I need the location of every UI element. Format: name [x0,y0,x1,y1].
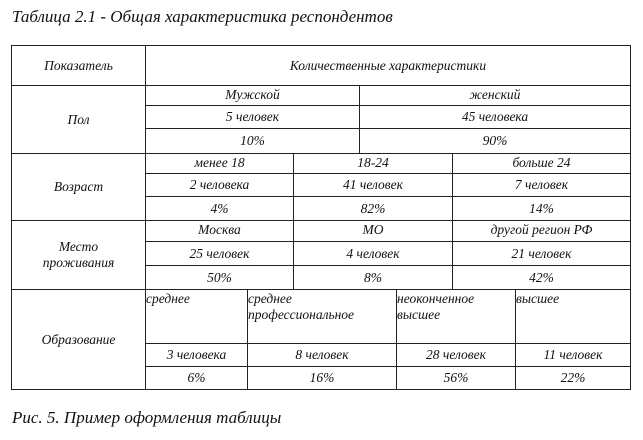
residence-label-line1: Место [58,239,99,254]
age-category: больше 24 [453,154,630,174]
gender-female-percent: 90% [360,129,630,154]
age-label: Возраст [12,154,146,221]
residence-label-line2: проживания [42,255,115,270]
gender-female-count: 45 человека [360,106,630,129]
header-characteristics: Количественные характеристики [146,46,630,86]
education-category-line1: высшее [516,291,560,306]
figure-caption: Рис. 5. Пример оформления таблицы [12,408,282,427]
education-percent: 22% [560,370,586,385]
residence-count: 4 человек [294,242,453,266]
residence-label [12,221,146,290]
residence-category: МО [294,221,453,242]
education-category-line1: среднее [146,291,190,306]
age-percent: 82% [294,197,453,221]
education-category-line2: высшее [397,307,441,322]
education-percent: 6% [146,367,248,389]
education-category-line1: среднее [248,291,292,306]
age-count: 2 человека [146,174,294,197]
education-category-line2: профессиональное [248,307,355,322]
age-category: менее 18 [146,154,294,174]
education-category [397,290,516,344]
residence-percent: 42% [453,266,630,290]
education-count: 11 человек [516,344,630,367]
education-count: 28 человек [397,344,516,367]
residence-percent: 50% [146,266,294,290]
education-count: 8 человек [248,344,397,367]
education-category [516,290,630,344]
education-category-line1: неоконченное [397,291,475,306]
education-label: Образование [12,290,146,389]
age-count: 7 человек [453,174,630,197]
residence-category: другой регион РФ [453,221,630,242]
gender-label: Пол [12,86,146,154]
residence-count: 21 человек [453,242,630,266]
table-caption: Таблица 2.1 - Общая характеристика респондентов [12,7,393,26]
education-category [248,290,397,344]
age-percent: 14% [453,197,630,221]
gender-female-category: женский [360,86,630,106]
gender-male-count: 5 человек [146,106,360,129]
residence-count: 25 человек [146,242,294,266]
age-count: 41 человек [294,174,453,197]
education-percent: 56% [397,367,516,389]
age-category: 18-24 [294,154,453,174]
respondents-table [11,45,631,390]
education-count: 3 человека [146,344,248,367]
header-indicator: Показатель [12,46,146,86]
gender-male-category: Мужской [146,86,360,106]
age-percent: 4% [146,197,294,221]
residence-percent: 8% [294,266,453,290]
gender-male-percent: 10% [146,129,360,154]
education-category [146,290,248,344]
residence-category: Москва [146,221,294,242]
education-percent: 16% [248,367,397,389]
